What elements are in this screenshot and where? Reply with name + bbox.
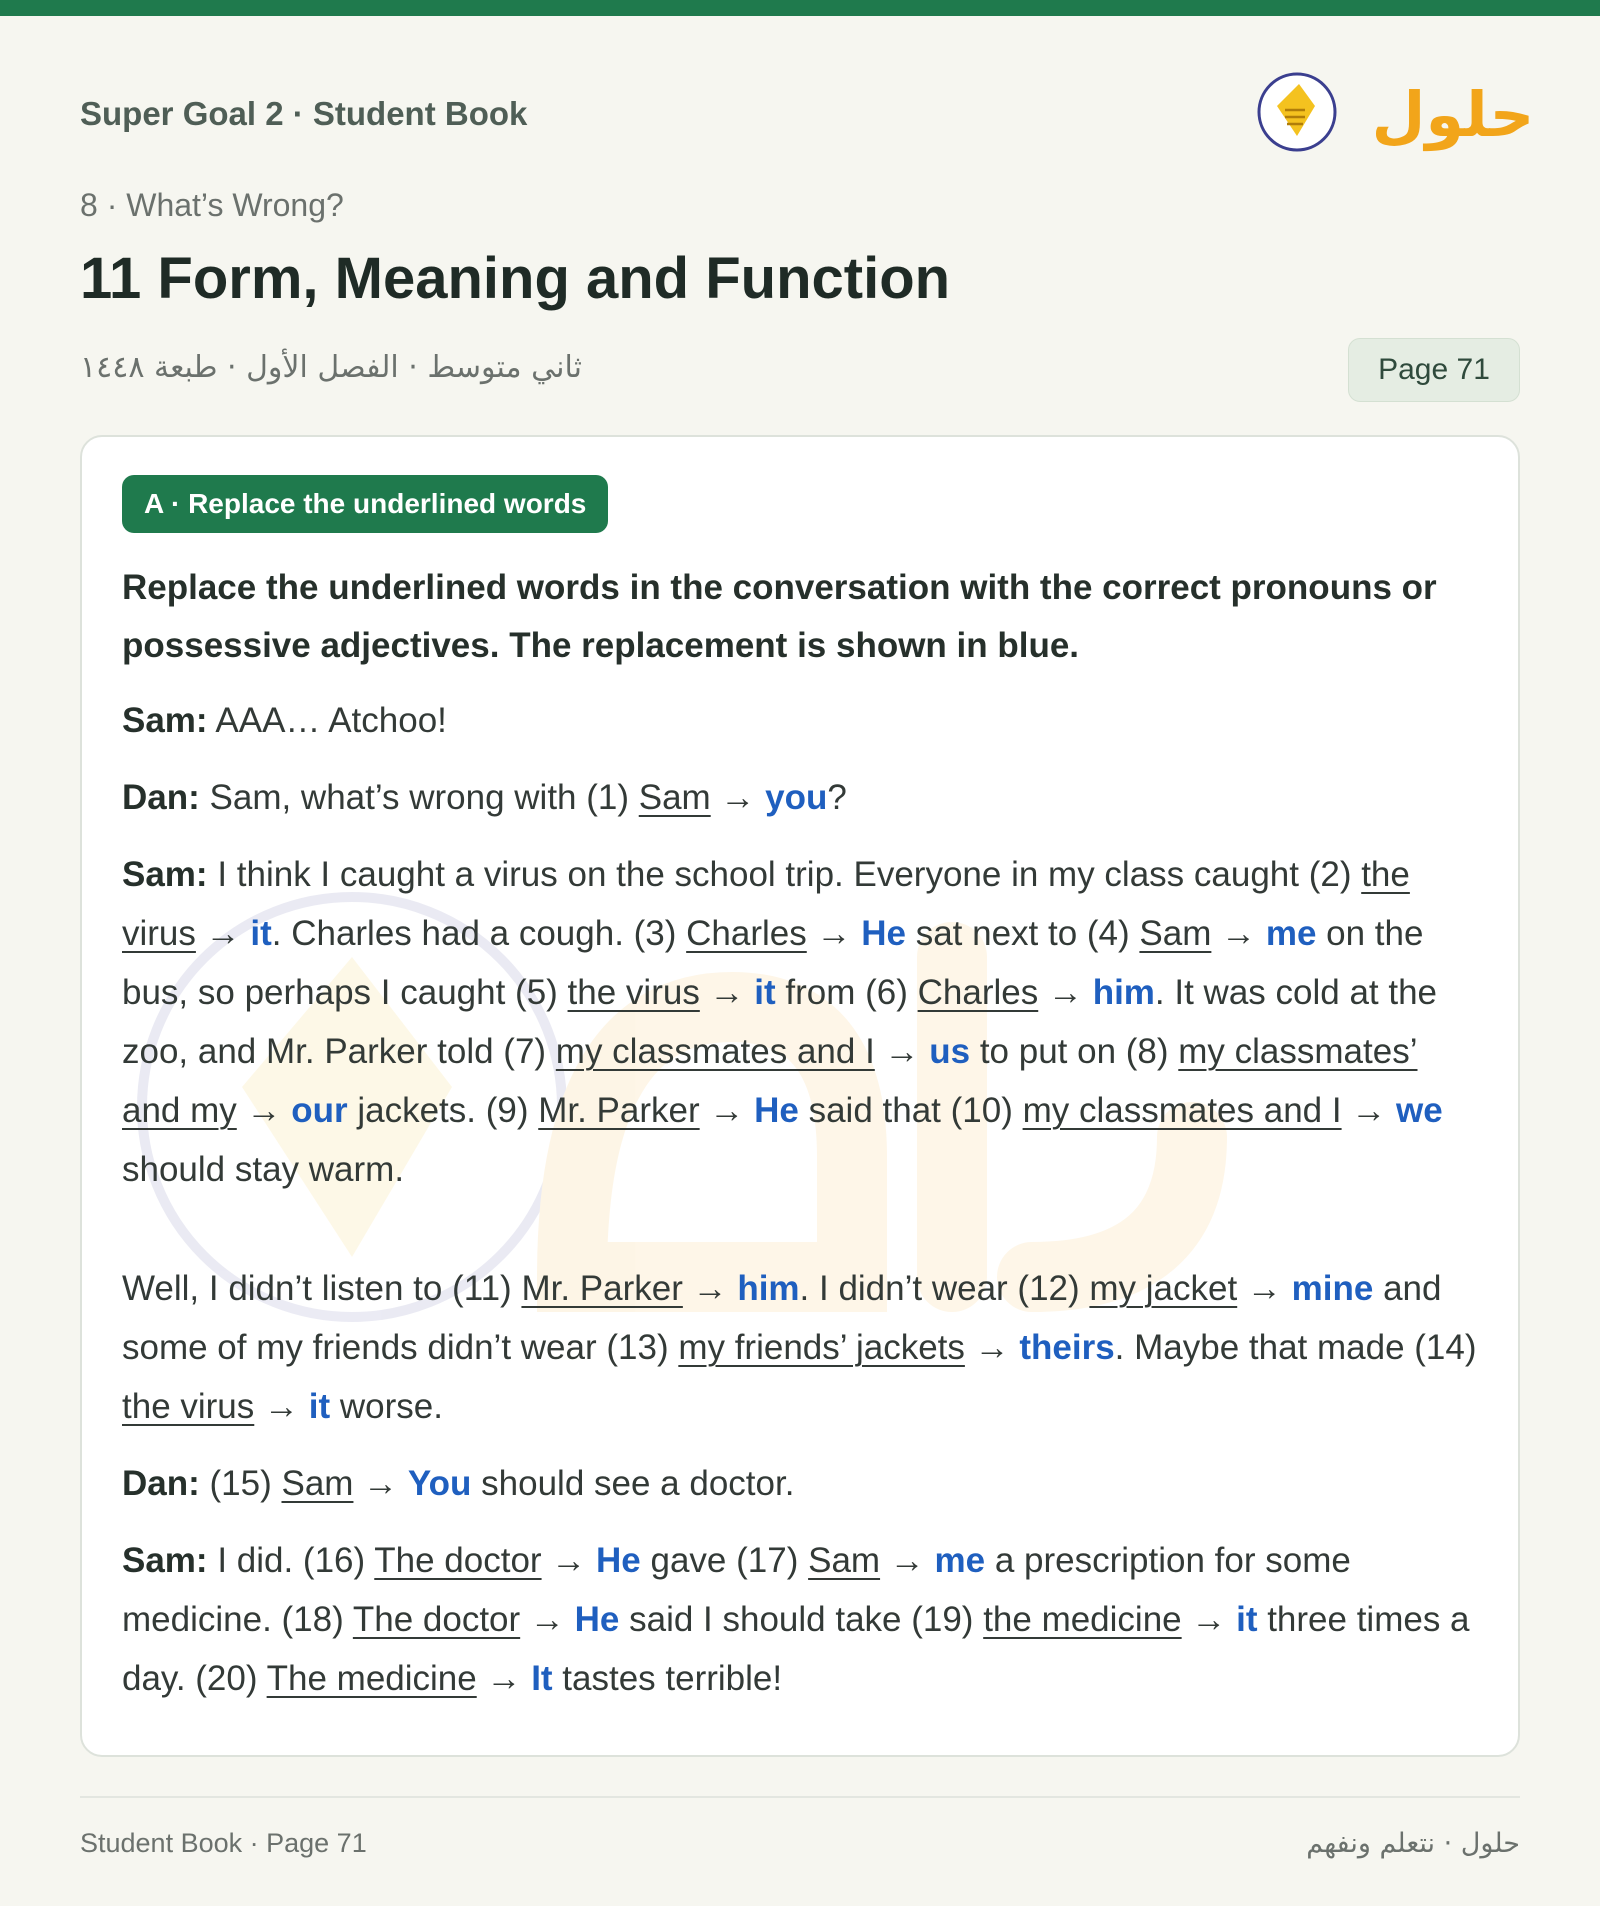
- dialogue-text: . Maybe that made (14): [1114, 1328, 1477, 1367]
- replacement-pronoun: He: [754, 1091, 799, 1130]
- dialogue-text: →: [806, 914, 862, 953]
- dialogue-text: should stay warm.: [122, 1150, 405, 1189]
- replacement-pronoun: mine: [1291, 1269, 1374, 1308]
- lesson-title: 11 Form, Meaning and Function: [80, 246, 951, 311]
- dialogue-text: →: [520, 1600, 575, 1639]
- underlined-word: Sam: [1139, 914, 1212, 953]
- underlined-word: the virus: [122, 855, 1410, 953]
- dialogue-text: three times a day. (20): [122, 1600, 1470, 1698]
- underlined-word: Mr. Parker: [538, 1091, 700, 1130]
- underlined-word: The medicine: [266, 1659, 477, 1698]
- underlined-word: Mr. Parker: [521, 1269, 683, 1308]
- dialogue-text: Sam, what’s wrong with (1): [199, 778, 639, 817]
- dialogue-text: ?: [827, 778, 847, 817]
- dialogue-text: →: [1038, 973, 1093, 1012]
- underlined-word: Charles: [917, 973, 1039, 1012]
- dialogue-text: →: [541, 1541, 597, 1580]
- dialogue-text: to put on (8): [970, 1032, 1179, 1071]
- dialogue-text: →: [874, 1032, 930, 1071]
- replacement-pronoun: our: [291, 1091, 348, 1130]
- replacement-pronoun: you: [765, 778, 828, 817]
- replacement-pronoun: him: [737, 1269, 800, 1308]
- speaker-name: Dan:: [122, 1464, 200, 1503]
- exercise-instructions: Replace the underlined words in the conversation with the correct pronouns or possessive adjectives. The replacement is shown in blue.: [122, 568, 1437, 665]
- dialogue-text: on the bus, so perhaps I caught (5): [122, 914, 1424, 1012]
- underlined-word: the virus: [122, 1387, 255, 1426]
- dialogue-text: . Charles had a cough. (3): [271, 914, 687, 953]
- dialogue-line: [122, 691, 1478, 750]
- grade-semester-label: ثاني متوسط · الفصل الأول · طبعة ١٤٤٨: [80, 350, 582, 385]
- dialogue-text: worse.: [330, 1387, 443, 1426]
- unit-label: 8 · What’s Wrong?: [80, 187, 344, 223]
- dialogue-text: →: [254, 1387, 309, 1426]
- dialogue-text: tastes terrible!: [552, 1659, 783, 1698]
- logo-wordmark: حلول: [1371, 78, 1535, 151]
- replacement-pronoun: It: [531, 1659, 553, 1698]
- dialogue-line: [122, 1454, 1478, 1513]
- dialogue-text: →: [964, 1328, 1020, 1367]
- replacement-pronoun: it: [1236, 1600, 1258, 1639]
- dialogue-text: →: [1181, 1600, 1237, 1639]
- section-a-pill: A · Replace the underlined words: [122, 475, 608, 533]
- dialogue-text: said that (10): [798, 1091, 1023, 1130]
- dialogue-text: from (6): [775, 973, 918, 1012]
- replacement-pronoun: You: [407, 1464, 472, 1503]
- replacement-pronoun: it: [308, 1387, 331, 1426]
- footer-divider: [80, 1796, 1520, 1798]
- underlined-word: my classmates’ and my: [122, 1032, 1418, 1130]
- dialogue-text: →: [682, 1269, 738, 1308]
- replacement-pronoun: theirs: [1019, 1328, 1115, 1367]
- speaker-name: Dan:: [122, 778, 200, 817]
- dialogue-text: gave (17): [640, 1541, 809, 1580]
- replacement-pronoun: we: [1396, 1091, 1443, 1130]
- underlined-word: the medicine: [983, 1600, 1182, 1639]
- dialogue-text: →: [699, 1091, 755, 1130]
- dialogue-text: →: [1341, 1091, 1397, 1130]
- replacement-pronoun: me: [934, 1541, 986, 1580]
- dialogue-text: I think I caught a virus on the school trip. Everyone in my class caught (2): [207, 855, 1362, 894]
- underlined-word: The doctor: [374, 1541, 542, 1580]
- speaker-name: Sam:: [122, 701, 208, 740]
- dialogue-text: said I should take (19): [619, 1600, 984, 1639]
- replacement-pronoun: it: [754, 973, 776, 1012]
- dialogue-text: (15): [199, 1464, 282, 1503]
- hulul-logo: [1255, 66, 1535, 166]
- top-brand-bar: [0, 0, 1600, 16]
- dialogue-text: →: [1211, 914, 1266, 953]
- underlined-word: The doctor: [352, 1600, 521, 1639]
- replacement-pronoun: He: [861, 914, 906, 953]
- replacement-pronoun: He: [574, 1600, 620, 1639]
- dialogue-text: I did. (16): [207, 1541, 375, 1580]
- page-number-badge: Page 71: [1348, 338, 1520, 402]
- dialogue-text: . It was cold at the zoo, and Mr. Parker told (7): [122, 973, 1438, 1071]
- underlined-word: Sam: [808, 1541, 881, 1580]
- dialogue-text: jackets. (9): [347, 1091, 539, 1130]
- dialogue-text: →: [353, 1464, 408, 1503]
- dialogue-line: [122, 1259, 1478, 1436]
- underlined-word: my jacket: [1089, 1269, 1238, 1308]
- dialogue-text: →: [710, 778, 766, 817]
- replacement-pronoun: us: [929, 1032, 971, 1071]
- dialogue-text: →: [880, 1541, 935, 1580]
- dialogue-text: →: [476, 1659, 532, 1698]
- dialogue-text: →: [195, 914, 251, 953]
- dialogue-line: [122, 1531, 1478, 1708]
- dialogue-text: →: [236, 1091, 292, 1130]
- speaker-name: Sam:: [122, 1541, 208, 1580]
- replacement-pronoun: it: [250, 914, 272, 953]
- underlined-word: the virus: [567, 973, 700, 1012]
- book-title: Super Goal 2 · Student Book: [80, 95, 528, 132]
- dialogue-text: a prescription for some medicine. (18): [122, 1541, 1351, 1639]
- exercise-card: [80, 435, 1520, 1757]
- speaker-name: Sam:: [122, 855, 208, 894]
- conversation: [122, 691, 1478, 1708]
- dialogue-text: AAA… Atchoo!: [207, 701, 447, 740]
- dialogue-text: Well, I didn’t listen to (11): [122, 1269, 522, 1308]
- dialogue-text: should see a doctor.: [471, 1464, 795, 1503]
- replacement-pronoun: He: [596, 1541, 641, 1580]
- dialogue-text: sat next to (4): [905, 914, 1140, 953]
- footer-page-label: Student Book · Page 71: [80, 1828, 367, 1858]
- underlined-word: my classmates and I: [555, 1032, 875, 1071]
- footer-brand-tagline: حلول · نتعلم ونفهم: [1306, 1828, 1520, 1859]
- dialogue-text: . I didn’t wear (12): [799, 1269, 1090, 1308]
- dialogue-line: [122, 845, 1478, 1199]
- underlined-word: my friends’ jackets: [678, 1328, 965, 1367]
- underlined-word: Sam: [281, 1464, 354, 1503]
- dialogue-text: and some of my friends didn’t wear (13): [122, 1269, 1442, 1367]
- replacement-pronoun: me: [1265, 914, 1317, 953]
- dialogue-text: →: [1237, 1269, 1292, 1308]
- underlined-word: my classmates and I: [1022, 1091, 1342, 1130]
- dialogue-line: [122, 768, 1478, 827]
- underlined-word: Charles: [686, 914, 807, 953]
- replacement-pronoun: him: [1092, 973, 1155, 1012]
- underlined-word: Sam: [638, 778, 711, 817]
- dialogue-text: →: [699, 973, 755, 1012]
